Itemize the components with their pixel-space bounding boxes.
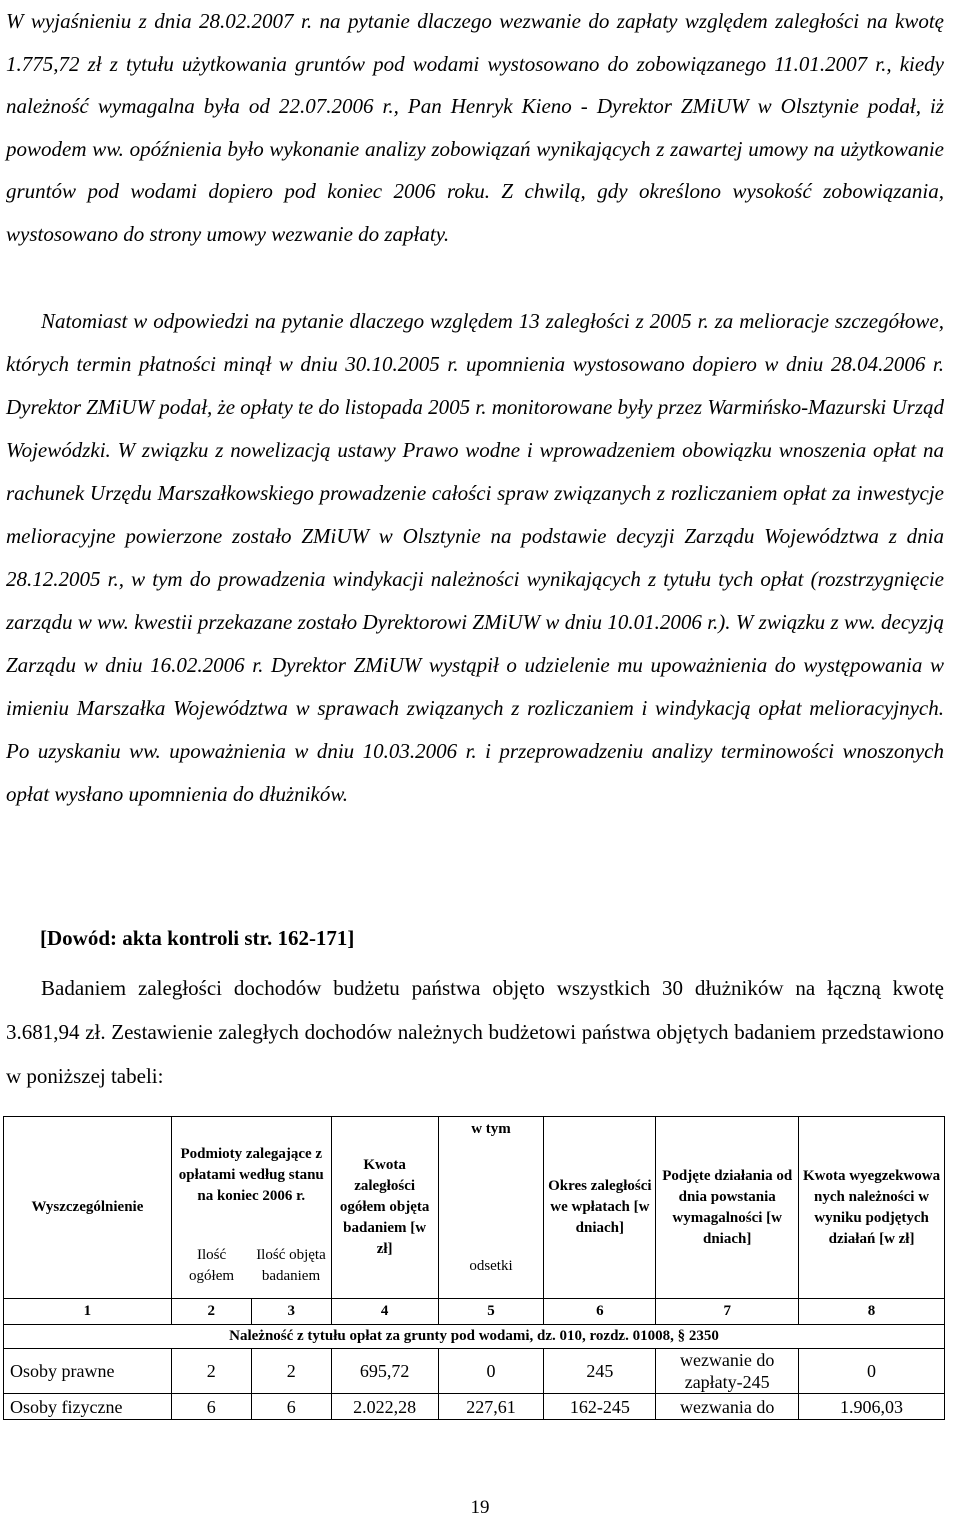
column-number: 6 [544, 1299, 656, 1325]
column-number: 8 [799, 1299, 945, 1325]
column-number: 1 [4, 1299, 172, 1325]
column-number: 5 [438, 1299, 544, 1325]
cell-recovered: 1.906,03 [799, 1394, 945, 1420]
cell-recovered: 0 [799, 1349, 945, 1394]
cell-actions-line: zapłaty-245 [684, 1372, 770, 1392]
column-number: 4 [331, 1299, 438, 1325]
cell-amount: 2.022,28 [331, 1394, 438, 1420]
column-number-row [4, 1299, 945, 1325]
header-recovered: Kwota wyegzekwowa nych należności w wyniku podjętych działań [w zł] [799, 1117, 945, 1299]
cell-count-total: 6 [171, 1394, 251, 1420]
row-name: Osoby fizyczne [4, 1394, 172, 1420]
section-title: Należność z tytułu opłat za grunty pod wodami, dz. 010, rozdz. 01008, § 2350 [4, 1325, 945, 1349]
cell-actions [656, 1349, 799, 1394]
column-number: 2 [171, 1299, 251, 1325]
section-row [4, 1325, 945, 1349]
cell-actions-line: wezwanie do [679, 1350, 775, 1370]
header-actions: Podjęte działania od dnia powstania wymagalności [w dniach] [656, 1117, 799, 1299]
row-name: Osoby prawne [4, 1349, 172, 1394]
header-including: w tym [438, 1117, 544, 1235]
arrears-table [3, 1116, 945, 1420]
header-count-examined: Ilość objęta badaniem [251, 1235, 331, 1299]
paragraph-response: Natomiast w odpowiedzi na pytanie dlaczego względem 13 zaległości z 2005 r. za melioracje szczegółowe, których termin płatności minął w dniu 30.10.2005 r. upomnienia wystosowano dopiero w dniu 28.04.2006 r. Dyrektor ZMiUW podał, że opłaty te do listopada 2005 r. monitorowane były przez Warmińsko-Mazurski Urząd Wojewódzki. W związku z nowelizacją ustawy Prawo wodne i wprowadzeniem obowiązku wnoszenia opłat na rachunek Urzędu Marszałkowskiego prowadzenie całości spraw związanych z rozliczaniem opłat za inwestycje melioracyjne powierzone zostało ZMiUW w Olsztynie na podstawie decyzji Zarządu Województwa z dnia 28.12.2005 r., w tym do prowadzenia windykacji należności wynikających z tytułu tych opłat (rozstrzygnięcie zarządu w ww. kwestii przekazane zostało Dyrektorowi ZMiUW w dniu 10.01.2006 r.). W związku z ww. decyzją Zarządu w dniu 16.02.2006 r. Dyrektor ZMiUW wystąpił o udzielenie mu upoważnienia do występowania w imieniu Marszałka Województwa w sprawach związanych z rozliczaniem i windykacją opłat melioracyjnych. Po uzyskaniu ww. upoważnienia w dniu 10.03.2006 r. i przeprowadzeniu analizy terminowości wnoszonych opłat wysłano upomnienia do dłużników. [6, 309, 944, 806]
header-interest: odsetki [438, 1235, 544, 1299]
cell-period: 162-245 [544, 1394, 656, 1420]
evidence-reference: [Dowód: akta kontroli str. 162-171] [40, 926, 355, 950]
table-row [4, 1349, 945, 1394]
page-number: 19 [470, 1497, 490, 1518]
cell-period: 245 [544, 1349, 656, 1394]
header-specification: Wyszczególnienie [4, 1117, 172, 1299]
cell-actions: wezwania do [656, 1394, 799, 1420]
header-amount: Kwota zaległości ogółem objęta badaniem [w zł] [331, 1117, 438, 1299]
header-entities: Podmioty zalegające z opłatami według stanu na koniec 2006 r. [171, 1117, 331, 1235]
header-period: Okres zaległości we wpłatach [w dniach] [544, 1117, 656, 1299]
column-number: 3 [251, 1299, 331, 1325]
paragraph-explanation: W wyjaśnieniu z dnia 28.02.2007 r. na pytanie dlaczego wezwanie do zapłaty względem zaległości na kwotę 1.775,72 zł z tytułu użytkowania gruntów pod wodami wystosowano do zobowiązanego 11.01.2007 r., kiedy należność wymagalna była od 22.07.2006 r., Pan Henryk Kieno - Dyrektor ZMiUW w Olsztynie podał, iż powodem ww. opóźnienia było wykonanie analizy zobowiązań wynikających z zawartej umowy na użytkowanie gruntów pod wodami dopiero pod koniec 2006 roku. Z chwilą, gdy określono wysokość zobowiązania, wystosowano do strony umowy wezwanie do zapłaty. [6, 9, 944, 246]
table-header-row [4, 1117, 945, 1235]
cell-interest: 227,61 [438, 1394, 544, 1420]
cell-count-examined: 6 [251, 1394, 331, 1420]
paragraph-summary: Badaniem zaległości dochodów budżetu państwa objęto wszystkich 30 dłużników na łączną kwotę 3.681,94 zł. Zestawienie zaległych dochodów należnych budżetowi państwa objętych badaniem przedstawiono w poniższej tabeli: [6, 976, 944, 1088]
cell-amount: 695,72 [331, 1349, 438, 1394]
header-count-total: Ilość ogółem [171, 1235, 251, 1299]
cell-interest: 0 [438, 1349, 544, 1394]
cell-count-examined: 2 [251, 1349, 331, 1394]
cell-count-total: 2 [171, 1349, 251, 1394]
column-number: 7 [656, 1299, 799, 1325]
table-row [4, 1394, 945, 1420]
